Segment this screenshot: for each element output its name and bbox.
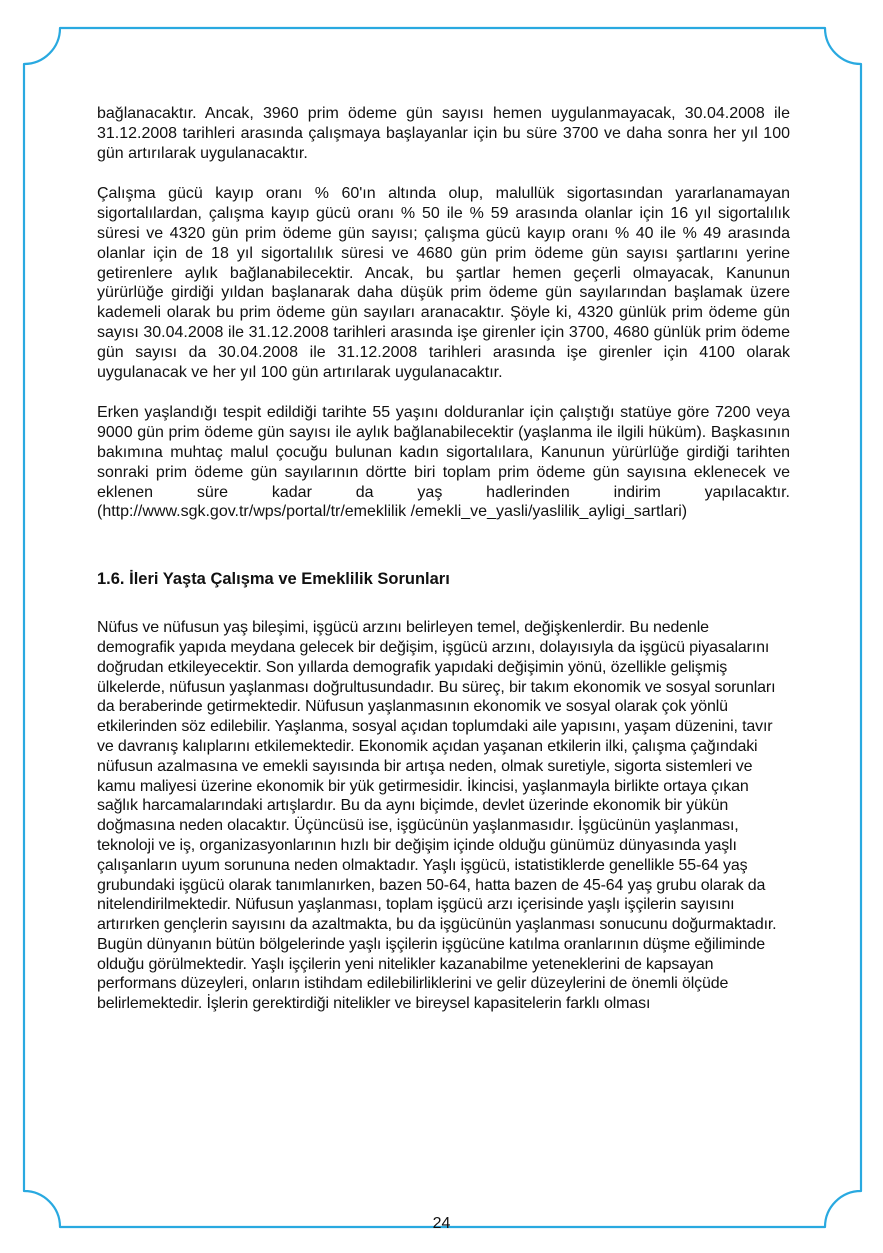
paragraph-work-capacity-loss: Çalışma gücü kayıp oranı % 60'ın altında olup, malullük sigortasından yararlanamayan sigortalılardan, çalışma kayıp gücü oranı % 50 ile % 59 arasında olanlar için 16 yıl sigortalılık süresi ve 4320 gün prim ödeme gün sayısı; çalışma gücü kayıp oranı % 40 ile % 49 arasında olanlar için de 18 yıl sigortalılık süresi ve 4680 gün prim ödeme gün sayısı şartlarını yerine getirenlere aylık bağlanabilecektir. Ancak, bu şartlar hemen geçerli olmayacak, Kanunun yürürlüğe girdiği yıldan başlanarak daha düşük prim ödeme gün sayılarından başlamak üzere kademeli olarak bu prim ödeme gün sayıları aranacaktır. Şöyle ki, 4320 günlük prim ödeme gün sayısı 30.04.2008 ile 31.12.2008 tarihleri arasında işe girenler için 3700, 4680 günlük prim ödeme gün sayısı da 30.04.2008 ile 31.12.2008 tarihleri arasında işe girenler için 4100 olarak uygulanacak ve her yıl 100 gün artırılarak uygulanacaktır. <box>97 185 790 381</box>
document-body <box>97 104 790 1014</box>
section-body-paragraph: Nüfus ve nüfusun yaş bileşimi, işgücü arzını belirleyen temel, değişkenlerdir. Bu nedenle demografik yapıda meydana gelecek bir değişim, işgücü arzını, dolayısıyla da işgücü piyasalarını doğrudan etkileyecektir. Son yıllarda demografik yapıdaki değişimin yönü, özellikle gelişmiş ülkelerde, nüfusun yaşlanması doğrultusundadır. Bu süreç, bir takım ekonomik ve sosyal sorunları da beraberinde getirmektedir. Nüfusun yaşlanmasının ekonomik ve sosyal olarak çok yönlü etkilerinden söz edilebilir. Yaşlanma, sosyal açıdan toplumdaki aile yapısını, yaşam düzenini, tavır ve davranış kalıplarını etkilemektedir. Ekonomik açıdan yaşanan etkilerin ilki, çalışma çağındaki nüfusun azalmasına ve emekli sayısında bir artışa neden, olmak suretiyle, sigorta sistemleri ve kamu maliyesi üzerine ekonomik bir yük getirmesidir. İkincisi, yaşlanmayla birlikte ortaya çıkan sağlık harcamalarındaki artışlardır. Bu da aynı biçimde, devlet üzerinde ekonomik bir yükün doğmasına neden olacaktır. Üçüncüsü ise, işgücünün yaşlanmasıdır. İşgücünün yaşlanması, teknoloji ve iş, organizasyonlarının hızlı bir değişim içinde olduğu günümüz dünyasında yaşlı çalışanların uyum sorununa neden olmaktadır. Yaşlı işgücü, istatistiklerde genellikle 55-64 yaş grubundaki işgücü olarak tanımlanırken, bazen 50-64, hatta bazen de 45-64 yaş grubu olarak da nitelendirilmektedir. Nüfusun yaşlanması, toplam işgücü arzı içerisinde yaşlı işçilerin sayısını artırırken gençlerin sayısını da azaltmakta, bu da işgücünün yaşlanması sonucunu doğurmaktadır. Bugün dünyanın bütün bölgelerinde yaşlı işçilerin işgücüne katılma oranlarının düşme eğiliminde olduğu görülmektedir. Yaşlı işçilerin yeni nitelikler kazanabilme yeteneklerini de kapsayan performans düzeyleri, onların istihdam edilebilirliklerini ve gelir düzeylerini de önemli ölçüde belirlemektedir. İşlerin gerektirdiği nitelikler ve bireysel kapasitelerin farklı olması <box>97 619 777 1013</box>
page-number: 24 <box>432 1215 451 1232</box>
paragraph-pension-days: bağlanacaktır. Ancak, 3960 prim ödeme gün sayısı hemen uygulanmayacak, 30.04.2008 ile 31.12.2008 tarihleri arasında çalışmaya başlayanlar için bu süre 3700 ve daha sonra her yıl 100 gün artırılarak uygulanacaktır. <box>97 105 790 162</box>
paragraph-early-aging: Erken yaşlandığı tespit edildiği tarihte 55 yaşını dolduranlar için çalıştığı statüye göre 7200 veya 9000 gün prim ödeme gün sayısı ile aylık bağlanabilecektir (yaşlanma ile ilgili hüküm). Başkasının bakımına muhtaç malul çocuğu bulunan kadın sigortalılara, Kanunun yürürlüğe girdiği tarihten sonraki prim ödeme gün sayılarının dörtte biri toplam prim ödeme gün sayısına eklenecek ve eklenen süre kadar da yaş hadlerinden indirim yapılacaktır. (http://www.sgk.gov.tr/wps/portal/tr/emeklilik /emekli_ve_yasli/yaslilik_ayligi_sartlari) <box>97 404 790 521</box>
section-heading: 1.6. İleri Yaşta Çalışma ve Emeklilik Sorunları <box>97 570 450 589</box>
